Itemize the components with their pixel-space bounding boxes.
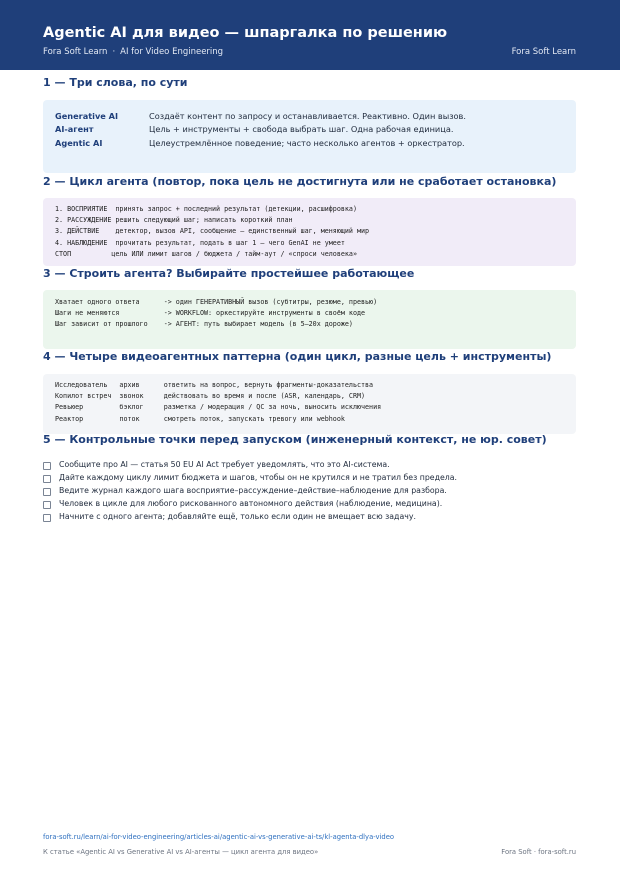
page-title: Agentic AI для видео — шпаргалка по решению [43, 25, 448, 41]
section-3-heading: 3 — Строить агента? Выбирайте простейшее работающее [43, 267, 415, 280]
section-2-heading: 2 — Цикл агента (повтор, пока цель не достигнута или не сработает остановка) [43, 175, 557, 188]
loop-step: 3. ДЕЙСТВИЕ детектор, вызов API, сообщение — единственный шаг, меняющий мир [55, 227, 370, 236]
patterns-box [43, 374, 576, 434]
definition-term: AI-агент [55, 124, 94, 135]
checklist-item-text: Человек в цикле для любого рискованного автономного действия (наблюдение, медицина). [59, 499, 443, 508]
definition-row [55, 123, 466, 137]
definition-row [55, 109, 466, 123]
checkbox[interactable] [43, 514, 51, 522]
launch-checklist [43, 458, 457, 523]
checkbox[interactable] [43, 488, 51, 496]
section-5-heading: 5 — Контрольные точки перед запуском (инженерный контекст, не юр. совет) [43, 433, 547, 446]
pattern-row: Ревьюер бэклог разметка / модерация / QC за ночь, выносить исключения [55, 403, 382, 412]
checklist-item-text: Сообщите про AI — статья 50 EU AI Act требует уведомлять, что это AI-система. [59, 460, 390, 469]
subtitle-course: AI for Video Engineering [120, 47, 224, 57]
decision-box [43, 290, 576, 349]
footer-article-reference: К статье «Agentic AI vs Generative AI vs AI-агенты — цикл агента для видео» [43, 848, 319, 856]
page-header [0, 0, 620, 70]
decision-rule: Шаг зависит от прошлого -> АГЕНТ: путь выбирает модель (в 5–20x дороже) [55, 320, 353, 329]
pattern-row: Реактор поток смотреть поток, запускать тревогу или webhook [55, 414, 345, 423]
decision-rules [55, 297, 377, 331]
checkbox[interactable] [43, 501, 51, 509]
checklist-item-text: Ведите журнал каждого шага восприятие–рассуждение–действие–наблюдение для разбора. [59, 486, 447, 495]
checkbox[interactable] [43, 462, 51, 470]
definition-term: Agentic AI [55, 137, 103, 148]
checklist-item [43, 471, 457, 484]
section-4-heading: 4 — Четыре видеоагентных паттерна (один цикл, разные цель + инструменты) [43, 350, 552, 363]
subtitle-separator: · [112, 47, 116, 57]
definition-text: Создаёт контент по запросу и останавливается. Реактивно. Один вызов. [149, 110, 466, 121]
checklist-item [43, 458, 457, 471]
loop-step: 4. НАБЛЮДЕНИЕ прочитать результат, подать в шаг 1 — чего GenAI не умеет [55, 238, 345, 247]
definition-term: Generative AI [55, 110, 119, 121]
loop-step: 1. ВОСПРИЯТИЕ принять запрос + последний результат (детекции, расшифровка) [55, 205, 357, 213]
definitions-box [43, 100, 576, 173]
loop-stop: СТОП цель ИЛИ лимит шагов / бюджета / тайм-аут / «спроси человека» [55, 249, 357, 258]
pattern-row: Копилот встреч звонок действовать во время и после (ASR, календарь, CRM) [55, 392, 366, 401]
header-brand: Fora Soft Learn [511, 47, 576, 57]
loop-step: 2. РАССУЖДЕНИЕ решить следующий шаг; написать короткий план [55, 216, 293, 225]
section-1-heading: 1 — Три слова, по сути [43, 76, 188, 89]
checklist-item [43, 497, 457, 510]
definition-text: Цель + инструменты + свобода выбрать шаг. Одна рабочая единица. [149, 124, 454, 135]
checkbox[interactable] [43, 475, 51, 483]
footer-brand: Fora Soft · fora-soft.ru [501, 848, 576, 856]
checklist-item-text: Начните с одного агента; добавляйте ещё, только если один не вмещает всю задачу. [59, 512, 416, 521]
decision-rule: Хватает одного ответа -> один ГЕНЕРАТИВНЫЙ вызов (субтитры, резюме, превью) [55, 298, 378, 306]
checklist-item [43, 484, 457, 497]
checklist-item [43, 510, 457, 523]
article-link[interactable]: fora-soft.ru/learn/ai-for-video-engineering/articles-ai/agentic-ai-vs-generative-ai-ts/kl-agenta-dlya-video [43, 833, 395, 841]
definition-text: Целеустремлённое поведение; часто несколько агентов + оркестратор. [149, 137, 465, 148]
agent-loop-box [43, 198, 576, 266]
decision-rule: Шаги не меняются -> WORKFLOW: оркестируйте инструменты в своём коде [55, 309, 366, 318]
definitions-list [55, 109, 466, 150]
pattern-row: Исследователь архив ответить на вопрос, вернуть фрагменты-доказательства [55, 381, 374, 389]
agent-loop-steps [55, 204, 369, 260]
patterns-table [55, 380, 381, 425]
checklist-item-text: Дайте каждому циклу лимит бюджета и шагов, чтобы он не крутился и не тратил без предела. [59, 473, 457, 482]
header-subtitle [43, 47, 223, 57]
definition-row [55, 136, 466, 150]
subtitle-brand: Fora Soft Learn [43, 47, 108, 57]
